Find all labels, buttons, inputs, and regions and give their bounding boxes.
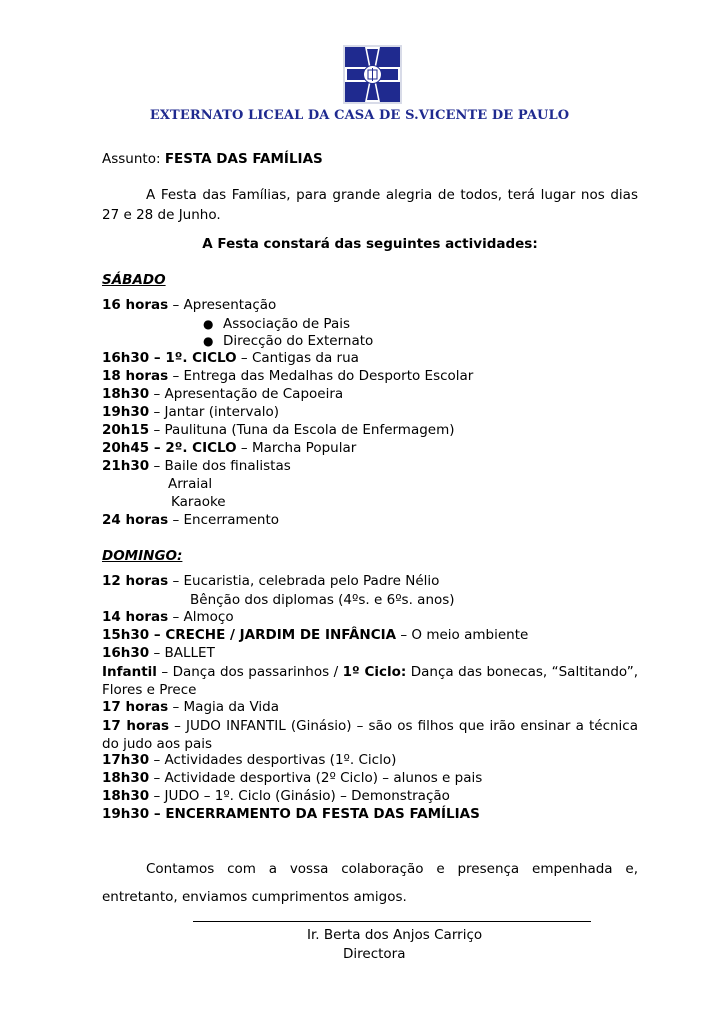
activity: – Dança dos passarinhos / [156,664,343,680]
intro-paragraph: A Festa das Famílias, para grande alegria de todos, terá lugar nos dias 27 e 28 de Junho. [102,187,638,223]
time: 18h30 [102,386,150,402]
sub-item: Arraial [168,476,213,492]
time: 14 horas [102,609,169,625]
signatory-name: Ir. Berta dos Anjos Carriço [307,927,483,943]
activity: – Paulituna (Tuna da Escola de Enfermagem) [149,422,455,438]
signatory-role: Directora [343,946,406,962]
saturday-item [102,297,276,313]
sunday-item [102,788,450,804]
subject-value: FESTA DAS FAMÍLIAS [164,151,323,167]
activity: – Actividade desportiva (2º Ciclo) – alunos e pais [149,770,483,786]
activity: – JUDO – 1º. Ciclo (Ginásio) – Demonstração [149,788,450,804]
school-logo [343,45,402,104]
sub-item: Bênção dos diplomas (4ºs. e 6ºs. anos) [190,592,455,608]
time: 20h15 [102,422,150,438]
signature-line [193,921,591,922]
sunday-item-multiline [102,663,638,699]
time: 12 horas [102,573,169,589]
saturday-item [102,440,356,456]
activities-heading: A Festa constará das seguintes actividades: [202,236,538,252]
sunday-item [102,573,439,589]
bullet-item: ● Associação de Pais [203,316,351,332]
activity: – Apresentação de Capoeira [149,386,344,402]
saturday-item [102,404,279,420]
activity: – Encerramento [168,512,280,528]
sunday-heading: DOMINGO: [102,548,183,564]
time: 21h30 [102,458,150,474]
time: 18h30 [102,770,150,786]
sunday-item [102,627,528,643]
saturday-heading: SÁBADO [102,272,166,288]
activity: – BALLET [149,645,215,661]
activity: – JUDO INFANTIL (Ginásio) – são os filhos que irão ensinar a técnica do judo aos pais [102,718,638,752]
time: 17h30 [102,752,150,768]
cycle-label: 1º Ciclo: [342,664,407,680]
sunday-item [102,699,279,715]
activity: – Almoço [168,609,234,625]
activity: – Jantar (intervalo) [149,404,279,420]
time: 17 horas [102,718,170,734]
time: 16 horas [102,297,169,313]
activity: Dança das bonecas, “Saltitando”, Flores e Prece [102,664,638,698]
saturday-item [102,458,291,474]
saturday-item [102,386,343,402]
activity: – Apresentação [168,297,277,313]
activity: – Eucaristia, celebrada pelo Padre Nélio [168,573,440,589]
closing-paragraph: Contamos com a vossa colaboração e presença empenhada e, entretanto, enviamos cumprimentos amigos. [102,861,638,905]
bullet-text: Direcção do Externato [223,333,374,349]
sub-item: Karaoke [171,494,226,510]
sunday-item [102,752,396,768]
saturday-item [102,350,359,366]
time: 15h30 – CRECHE / JARDIM DE INFÂNCIA [102,627,397,643]
saturday-item [102,422,455,438]
bullet-text: Associação de Pais [223,316,351,332]
bullet-item: ● Direcção do Externato [203,333,374,349]
sunday-item [102,645,215,661]
school-name: EXTERNATO LICEAL DA CASA DE S.VICENTE DE PAULO [149,108,570,123]
time: 24 horas [102,512,169,528]
activity: – Baile dos finalistas [149,458,291,474]
subject-label: Assunto: [102,151,161,167]
saturday-item [102,368,473,384]
sunday-item [102,806,480,822]
time: 19h30 [102,404,150,420]
activity: – O meio ambiente [396,627,529,643]
activity: – Cantigas da rua [236,350,359,366]
time: 16h30 – 1º. CICLO [102,350,237,366]
sunday-item [102,770,482,786]
activity: – Entrega das Medalhas do Desporto Escolar [168,368,474,384]
time: 19h30 – ENCERRAMENTO DA FESTA DAS FAMÍLIAS [102,806,480,822]
time: 20h45 – 2º. CICLO [102,440,237,456]
activity: – Marcha Popular [236,440,357,456]
time: 18h30 [102,788,150,804]
time: 16h30 [102,645,150,661]
activity: – Actividades desportivas (1º. Ciclo) [149,752,397,768]
cross-emblem-icon [343,45,402,104]
sunday-item [102,609,234,625]
time: 17 horas [102,699,169,715]
time: Infantil [102,664,157,680]
subject-line [102,151,323,167]
sunday-item-multiline [102,717,638,753]
saturday-item [102,512,279,528]
time: 18 horas [102,368,169,384]
activity: – Magia da Vida [168,699,279,715]
